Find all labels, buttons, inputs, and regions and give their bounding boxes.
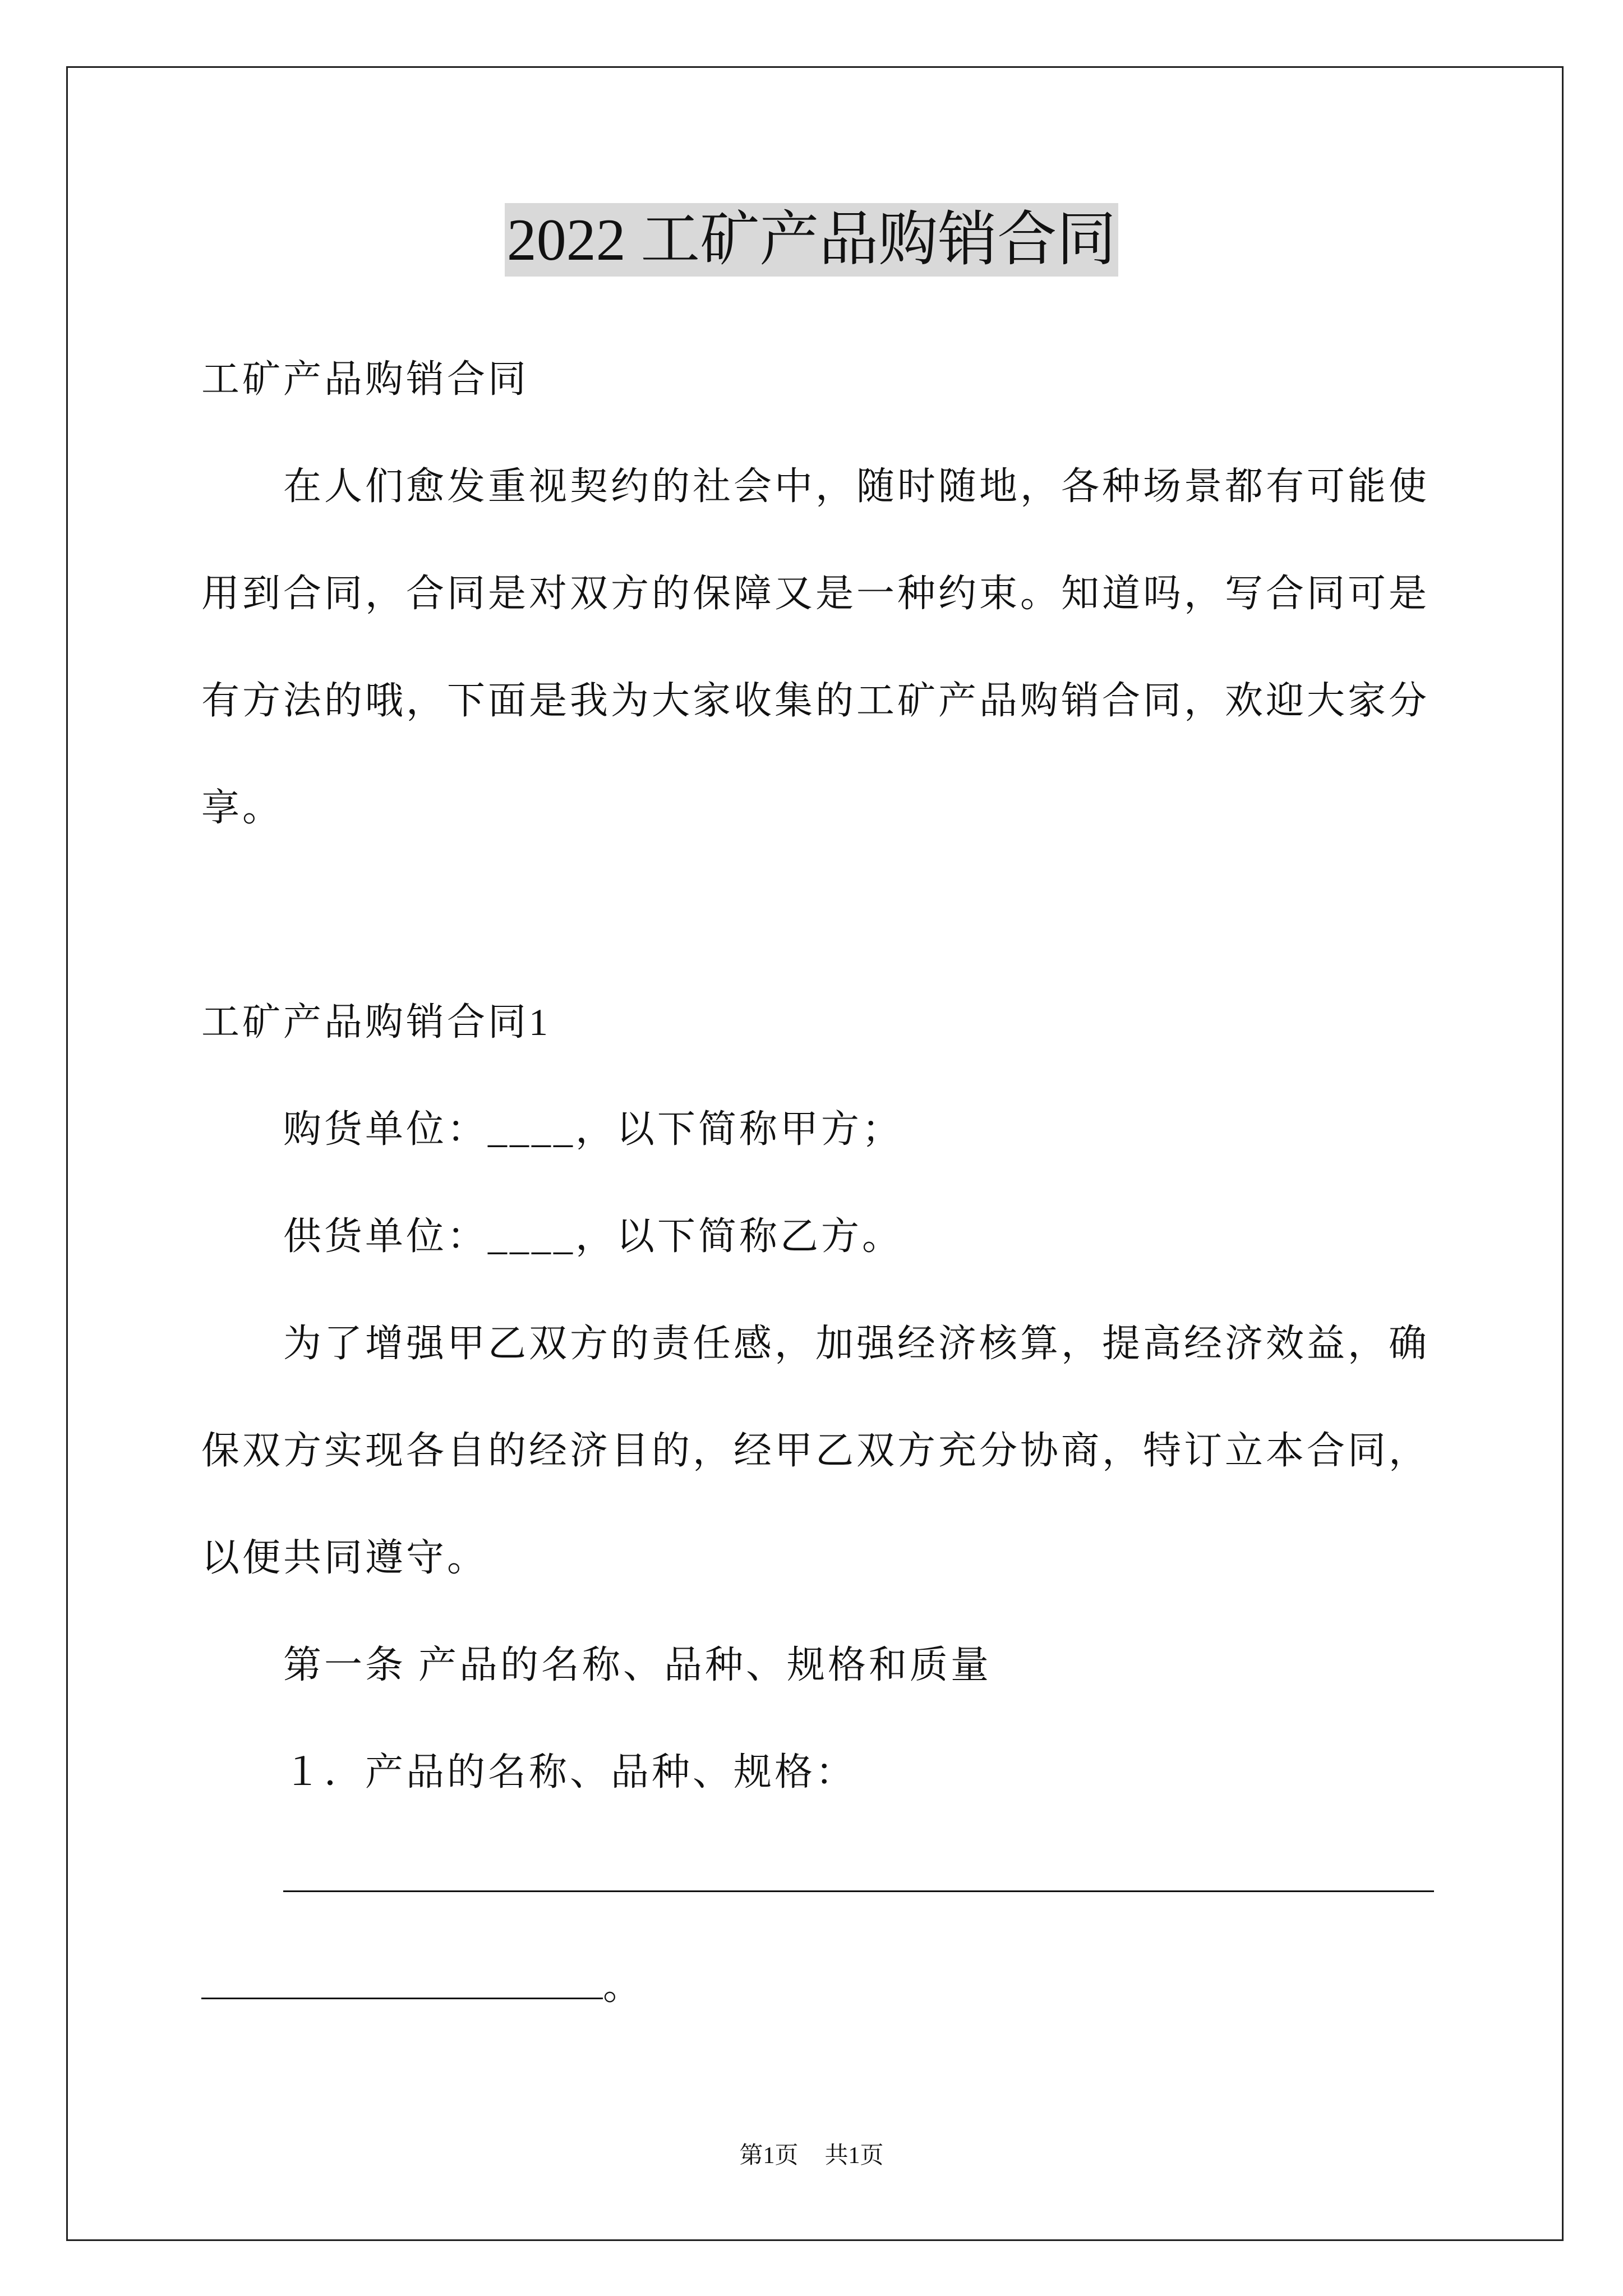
blank-end-punctuation: 。	[603, 1965, 644, 2008]
title-row	[0, 203, 1623, 277]
section-heading: 工矿产品购销合同1	[201, 1001, 551, 1043]
page-total: 共1页	[824, 2143, 884, 2169]
document-title: 2022 工矿产品购销合同	[505, 203, 1119, 277]
page-number: 第1页	[739, 2143, 799, 2169]
purpose-paragraph: 为了增强甲乙双方的责任感，加强经济核算，提高经济效益，确保双方实现各自的经济目的，经甲乙双方充分协商，特订立本合同，以便共同遵守。	[201, 1322, 1430, 1579]
document-body	[201, 326, 1441, 2040]
buyer-line: 购货单位：____，以下简称甲方；	[283, 1108, 903, 1151]
blank-paragraph	[201, 862, 1441, 969]
intro-paragraph: 在人们愈发重视契约的社会中，随时随地，各种场景都有可能使用到合同，合同是对双方的保障又是一种约束。知道吗，写合同可是有方法的哦，下面是我为大家收集的工矿产品购销合同，欢迎大家分享。	[201, 465, 1430, 829]
seller-line: 供货单位：____，以下简称乙方。	[283, 1215, 903, 1258]
blank-underline	[201, 1964, 603, 1999]
article-1-heading: 第一条 产品的名称、品种、规格和质量	[283, 1644, 992, 1686]
fill-in-line-long	[201, 1826, 1441, 1933]
page-footer	[0, 2140, 1623, 2171]
document-subtitle: 工矿产品购销合同	[201, 358, 529, 401]
blank-underline	[283, 1857, 1434, 1892]
item-1-label: １．产品的名称、品种、规格：	[283, 1751, 857, 1793]
fill-in-line-short	[201, 1933, 1441, 2040]
